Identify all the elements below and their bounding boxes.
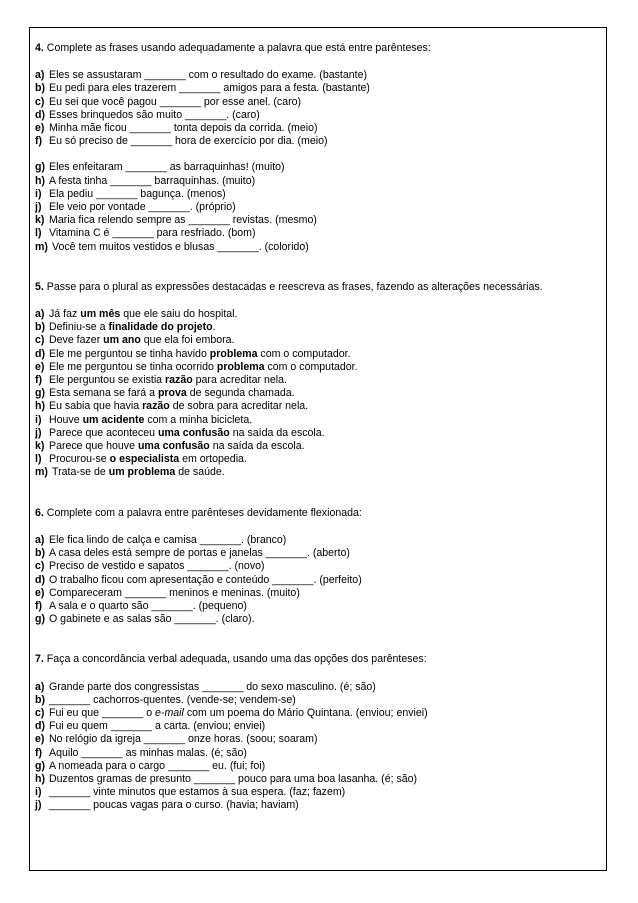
list-item bbox=[35, 334, 602, 347]
item-text: Ele perguntou se existia bbox=[49, 374, 166, 387]
item-text: Maria fica relendo sempre as _______ revistas. (mesmo) bbox=[49, 214, 317, 227]
highlighted-expression: uma confusão bbox=[157, 426, 230, 439]
item-text: Duzentos gramas de presunto _______ pouco para uma boa lasanha. (é; são) bbox=[49, 772, 418, 785]
item-letter: b) bbox=[35, 547, 45, 560]
item-letter: e) bbox=[35, 122, 45, 135]
list-item bbox=[35, 747, 602, 760]
item-text: em ortopedia. bbox=[179, 453, 247, 466]
list-item bbox=[35, 760, 602, 773]
item-text: Ela pediu _______ bagunça. (menos) bbox=[49, 187, 226, 200]
item-text: com a minha bicicleta. bbox=[144, 413, 253, 426]
item-letter: b) bbox=[35, 321, 45, 334]
list-item bbox=[35, 440, 602, 453]
section-spacer bbox=[35, 480, 602, 507]
item-text: Vitamina C é _______ para resfriado. (bom) bbox=[49, 227, 256, 240]
item-text: Definiu-se a bbox=[49, 321, 109, 334]
item-text: Grande parte dos congressistas _______ do sexo masculino. (é; são) bbox=[49, 680, 376, 693]
list-item bbox=[35, 161, 602, 174]
item-text: de sobra para acreditar nela. bbox=[169, 400, 309, 413]
list-item bbox=[35, 720, 602, 733]
exercise-sheet bbox=[29, 27, 607, 871]
item-letter: j) bbox=[35, 201, 42, 214]
item-text: Minha mãe ficou _______ tonta depois da corrida. (meio) bbox=[49, 122, 318, 135]
item-letter: a) bbox=[35, 69, 45, 82]
item-letter: i) bbox=[35, 413, 42, 426]
italic-term: e-mail bbox=[155, 706, 184, 719]
item-letter: g) bbox=[35, 387, 45, 400]
item-text: com o computador. bbox=[257, 347, 351, 360]
item-letter: g) bbox=[35, 759, 45, 772]
list-item bbox=[35, 681, 602, 694]
highlighted-expression: um mês bbox=[80, 308, 121, 321]
item-letter: j) bbox=[35, 426, 42, 439]
list-item bbox=[35, 587, 602, 600]
list-item bbox=[35, 534, 602, 547]
item-text: Esta semana se fará a bbox=[49, 387, 158, 400]
item-text: Preciso de vestido e sapatos _______. (novo) bbox=[49, 560, 265, 573]
item-letter: e) bbox=[35, 733, 45, 746]
highlighted-expression: finalidade do projeto bbox=[108, 321, 213, 334]
item-text: Esses brinquedos são muito _______. (caro) bbox=[49, 108, 260, 121]
item-text: _______ poucas vagas para o curso. (havia; haviam) bbox=[49, 799, 299, 812]
item-text: Trata-se de bbox=[52, 466, 109, 479]
item-text: de saúde. bbox=[175, 466, 225, 479]
item-text: na saída da escola. bbox=[229, 426, 325, 439]
list-item bbox=[35, 466, 602, 479]
item-letter: f) bbox=[35, 374, 43, 387]
item-text: A nomeada para o cargo _______ eu. (fui; foi) bbox=[49, 759, 266, 772]
item-letter: m) bbox=[35, 466, 48, 479]
item-text: Ele fica lindo de calça e camisa _______. (branco) bbox=[49, 533, 287, 546]
list-item bbox=[35, 135, 602, 148]
item-letter: j) bbox=[35, 799, 42, 812]
highlighted-expression: problema bbox=[209, 347, 258, 360]
item-text: que ele saiu do hospital. bbox=[120, 308, 238, 321]
highlighted-expression: um ano bbox=[103, 334, 141, 347]
item-text: Você tem muitos vestidos e blusas _______. (colorido) bbox=[52, 240, 309, 253]
item-letter: i) bbox=[35, 187, 42, 200]
list-item bbox=[35, 361, 602, 374]
item-text: A casa deles está sempre de portas e janelas _______. (aberto) bbox=[49, 547, 350, 560]
item-letter: h) bbox=[35, 174, 45, 187]
item-letter: e) bbox=[35, 360, 45, 373]
item-text: _______ cachorros-quentes. (vende-se; vendem-se) bbox=[49, 693, 296, 706]
list-item bbox=[35, 82, 602, 95]
list-item bbox=[35, 374, 602, 387]
item-text: _______ vinte minutos que estamos à sua espera. (faz; fazem) bbox=[49, 786, 346, 799]
list-item bbox=[35, 773, 602, 786]
item-letter: b) bbox=[35, 693, 45, 706]
list-item bbox=[35, 799, 602, 812]
item-letter: h) bbox=[35, 400, 45, 413]
item-letter: c) bbox=[35, 560, 45, 573]
question-number: 7. bbox=[35, 653, 44, 666]
list-item bbox=[35, 414, 602, 427]
item-letter: f) bbox=[35, 746, 43, 759]
item-text: Ele veio por vontade _______. (próprio) bbox=[49, 201, 236, 214]
item-text: Eles enfeitaram _______ as barraquinhas! (muito) bbox=[49, 161, 285, 174]
item-letter: k) bbox=[35, 440, 45, 453]
item-letter: m) bbox=[35, 240, 48, 253]
item-letter: d) bbox=[35, 573, 45, 586]
question-5-title bbox=[35, 281, 602, 294]
item-letter: i) bbox=[35, 786, 42, 799]
list-item bbox=[35, 321, 602, 334]
question-6-title bbox=[35, 507, 602, 520]
item-text: . bbox=[212, 321, 216, 334]
item-text: Já faz bbox=[49, 308, 81, 321]
item-text: que ela foi embora. bbox=[140, 334, 235, 347]
item-text: Aquilo _______ as minhas malas. (é; são) bbox=[49, 746, 247, 759]
highlighted-expression: um acidente bbox=[82, 413, 145, 426]
question-number: 5. bbox=[35, 280, 44, 293]
list-item bbox=[35, 613, 602, 626]
question-5-items bbox=[35, 308, 602, 480]
item-letter: g) bbox=[35, 613, 45, 626]
item-text: Fui eu que _______ o bbox=[49, 706, 156, 719]
list-item bbox=[35, 109, 602, 122]
list-item bbox=[35, 400, 602, 413]
item-letter: d) bbox=[35, 720, 45, 733]
item-text: Parece que houve bbox=[49, 440, 138, 453]
item-letter: l) bbox=[35, 227, 42, 240]
item-text: Eu pedi para eles trazerem _______ amigos para a festa. (bastante) bbox=[49, 82, 370, 95]
question-4-items bbox=[35, 69, 602, 254]
list-item bbox=[35, 241, 602, 254]
list-item bbox=[35, 227, 602, 240]
item-letter: l) bbox=[35, 453, 42, 466]
item-letter: c) bbox=[35, 334, 45, 347]
list-item bbox=[35, 707, 602, 720]
spacer bbox=[35, 148, 602, 161]
question-number: 6. bbox=[35, 506, 44, 519]
highlighted-expression: o especialista bbox=[109, 453, 180, 466]
list-item bbox=[35, 786, 602, 799]
list-item bbox=[35, 201, 602, 214]
list-item bbox=[35, 547, 602, 560]
item-text: No relógio da igreja _______ onze horas. (soou; soaram) bbox=[49, 733, 318, 746]
item-letter: g) bbox=[35, 161, 45, 174]
list-item bbox=[35, 96, 602, 109]
section-spacer bbox=[35, 626, 602, 653]
list-item bbox=[35, 69, 602, 82]
item-text: O trabalho ficou com apresentação e conteúdo _______. (perfeito) bbox=[49, 573, 362, 586]
item-text: Deve fazer bbox=[49, 334, 104, 347]
item-letter: b) bbox=[35, 82, 45, 95]
item-text: Houve bbox=[49, 413, 83, 426]
item-text: Ele me perguntou se tinha ocorrido bbox=[49, 360, 217, 373]
list-item bbox=[35, 387, 602, 400]
highlighted-expression: razão bbox=[165, 374, 193, 387]
item-text: Parece que aconteceu bbox=[49, 426, 158, 439]
list-item bbox=[35, 733, 602, 746]
list-item bbox=[35, 694, 602, 707]
highlighted-expression: um problema bbox=[108, 466, 176, 479]
list-item bbox=[35, 427, 602, 440]
list-item bbox=[35, 188, 602, 201]
item-letter: f) bbox=[35, 135, 43, 148]
question-instruction: Passe para o plural as expressões destacadas e reescreva as frases, fazendo as alterações necessárias. bbox=[46, 280, 543, 293]
item-letter: e) bbox=[35, 586, 45, 599]
list-item bbox=[35, 175, 602, 188]
list-item bbox=[35, 574, 602, 587]
item-text: para acreditar nela. bbox=[192, 374, 287, 387]
item-text: na saída da escola. bbox=[209, 440, 305, 453]
item-text: Eu sei que você pagou _______ por esse anel. (caro) bbox=[49, 95, 302, 108]
section-spacer bbox=[35, 254, 602, 281]
item-letter: k) bbox=[35, 214, 45, 227]
question-7-items bbox=[35, 681, 602, 813]
highlighted-expression: problema bbox=[216, 360, 265, 373]
item-letter: h) bbox=[35, 772, 45, 785]
list-item bbox=[35, 214, 602, 227]
item-text: Procurou-se bbox=[49, 453, 110, 466]
list-item bbox=[35, 600, 602, 613]
item-letter: c) bbox=[35, 95, 45, 108]
item-text: Ele me perguntou se tinha havido bbox=[49, 347, 210, 360]
highlighted-expression: razão bbox=[142, 400, 170, 413]
question-6-items bbox=[35, 534, 602, 626]
item-text: Compareceram _______ meninos e meninas. (muito) bbox=[49, 586, 300, 599]
item-letter: a) bbox=[35, 533, 45, 546]
item-text: de segunda chamada. bbox=[186, 387, 295, 400]
item-letter: d) bbox=[35, 108, 45, 121]
highlighted-expression: uma confusão bbox=[137, 440, 210, 453]
list-item bbox=[35, 453, 602, 466]
item-letter: f) bbox=[35, 599, 43, 612]
question-instruction: Faça a concordância verbal adequada, usando uma das opções dos parênteses: bbox=[46, 653, 427, 666]
item-letter: a) bbox=[35, 680, 45, 693]
list-item bbox=[35, 560, 602, 573]
list-item bbox=[35, 308, 602, 321]
list-item bbox=[35, 348, 602, 361]
item-letter: a) bbox=[35, 308, 45, 321]
question-4-title bbox=[35, 42, 602, 55]
question-instruction: Complete as frases usando adequadamente a palavra que está entre parênteses: bbox=[46, 42, 431, 54]
item-text: Eu só preciso de _______ hora de exercício por dia. (meio) bbox=[49, 135, 328, 148]
question-7-title bbox=[35, 653, 602, 666]
question-instruction: Complete com a palavra entre parênteses devidamente flexionada: bbox=[46, 506, 362, 519]
item-letter: c) bbox=[35, 706, 45, 719]
list-item bbox=[35, 122, 602, 135]
item-text: Eu sabia que havia bbox=[49, 400, 143, 413]
item-text: A festa tinha _______ barraquinhas. (muito) bbox=[49, 174, 256, 187]
item-text: com o computador. bbox=[264, 360, 358, 373]
item-text: A sala e o quarto são _______. (pequeno) bbox=[49, 599, 247, 612]
item-text: O gabinete e as salas são _______. (claro). bbox=[49, 613, 255, 626]
item-letter: d) bbox=[35, 347, 45, 360]
highlighted-expression: prova bbox=[157, 387, 187, 400]
question-number: 4. bbox=[35, 42, 44, 54]
item-text: Eles se assustaram _______ com o resultado do exame. (bastante) bbox=[49, 69, 367, 82]
item-text: com um poema do Mário Quintana. (enviou; enviei) bbox=[183, 706, 428, 719]
item-text: Fui eu quem _______ a carta. (enviou; enviei) bbox=[49, 720, 266, 733]
